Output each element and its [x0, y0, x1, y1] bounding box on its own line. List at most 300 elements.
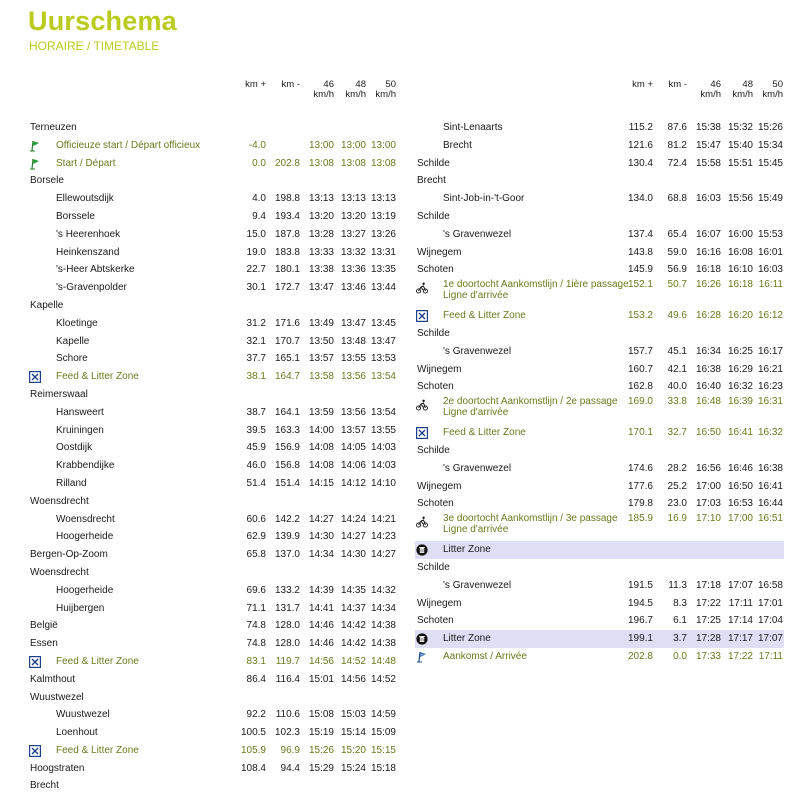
km-minus-value: 142.2 — [274, 513, 300, 525]
t48-value: 17:07 — [727, 579, 753, 591]
km-minus-value: 68.8 — [667, 193, 687, 205]
location-name: 3e doortocht Aankomstlijn / 3e passage Ligne d'arrivée — [443, 513, 618, 535]
timetable-row — [28, 261, 397, 279]
section-row — [28, 493, 397, 511]
t48-value: 16:53 — [727, 498, 753, 510]
location-name: Feed & Litter Zone — [443, 427, 526, 439]
t46-value: 13:58 — [308, 371, 334, 383]
location-name: Feed & Litter Zone — [56, 371, 139, 383]
km-plus-value: 39.5 — [246, 424, 266, 436]
t50-value: 15:45 — [757, 157, 783, 169]
flag-icon — [29, 140, 41, 152]
t48-value: 15:03 — [340, 709, 366, 721]
section-name: Schoten — [417, 615, 454, 627]
km-plus-value: 121.6 — [627, 139, 653, 151]
section-name: Kalmthout — [30, 673, 76, 685]
t50-value: 16:01 — [757, 246, 783, 258]
km-minus-value: 87.6 — [667, 122, 687, 133]
section-row — [415, 478, 784, 496]
km-plus-value: 202.8 — [627, 650, 653, 662]
t50-value: 14:48 — [370, 655, 396, 667]
location-name: Feed & Litter Zone — [443, 310, 526, 322]
speed-46-header: 46 km/h — [700, 79, 721, 100]
km-plus-value: 71.1 — [246, 602, 266, 614]
section-row — [415, 378, 784, 396]
section-row — [415, 155, 784, 173]
section-row — [28, 671, 397, 689]
section-row — [415, 612, 784, 630]
t46-value: 17:33 — [695, 650, 721, 662]
t50-value: 16:03 — [757, 264, 783, 276]
t46-value: 14:39 — [308, 584, 334, 596]
t46-value: 17:18 — [695, 579, 721, 591]
km-minus-value: 172.7 — [274, 282, 300, 294]
km-minus-value: 128.0 — [274, 620, 300, 632]
section-name: Wijnegem — [417, 246, 462, 258]
t48-value: 15:32 — [727, 122, 753, 133]
km-plus-value: 31.2 — [246, 317, 266, 329]
t50-value: 17:01 — [757, 597, 783, 609]
t46-value: 13:08 — [308, 157, 334, 169]
location-name: Kloetinge — [56, 317, 98, 329]
km-minus-value: 6.1 — [673, 615, 687, 627]
t46-value: 16:40 — [695, 381, 721, 393]
t46-value: 17:00 — [695, 480, 721, 492]
km-plus-value: 152.1 — [627, 279, 653, 291]
timetable-row — [415, 226, 784, 244]
km-plus-value: 174.6 — [627, 462, 653, 474]
km-plus-value: 22.7 — [246, 264, 266, 276]
location-name: 's Gravenwezel — [443, 462, 512, 474]
km-minus-value: 45.1 — [667, 345, 687, 357]
location-name: Kapelle — [56, 335, 90, 347]
timetable-row — [415, 343, 784, 361]
t50-value: 13:08 — [370, 157, 396, 169]
t46-value: 13:13 — [308, 193, 334, 205]
section-row — [28, 777, 397, 795]
km-minus-value: 156.8 — [274, 460, 300, 472]
km-minus-value: 16.9 — [667, 513, 687, 525]
section-name: Schilde — [417, 157, 450, 169]
km-plus-value: 179.8 — [627, 498, 653, 510]
t46-value: 16:07 — [695, 228, 721, 240]
km-minus-value: 94.4 — [280, 762, 300, 774]
t46-value: 16:18 — [695, 264, 721, 276]
t46-value: 13:59 — [308, 406, 334, 418]
t46-value: 14:30 — [308, 531, 334, 543]
t50-value: 16:51 — [757, 513, 783, 525]
location-name: Krabbendijke — [56, 460, 115, 472]
t46-value: 14:41 — [308, 602, 334, 614]
section-name: Schilde — [417, 210, 450, 222]
t46-value: 15:19 — [308, 727, 334, 739]
t46-value: 16:48 — [695, 396, 721, 408]
km-minus-header: km - — [281, 79, 300, 90]
km-minus-value: 171.6 — [274, 317, 300, 329]
t48-value: 13:56 — [340, 406, 366, 418]
timetable-row — [28, 742, 397, 760]
km-plus-value: 145.9 — [627, 264, 653, 276]
t48-value: 16:20 — [727, 310, 753, 322]
timetable-row — [415, 424, 784, 442]
section-name: Woensdrecht — [30, 566, 89, 578]
section-row — [28, 297, 397, 315]
km-minus-value: 156.9 — [274, 442, 300, 454]
km-minus-value: 49.6 — [667, 310, 687, 322]
t50-value: 13:53 — [370, 353, 396, 365]
t46-value: 16:26 — [695, 279, 721, 291]
t50-value: 15:09 — [370, 727, 396, 739]
km-plus-value: -4.0 — [248, 139, 266, 151]
location-name: Litter Zone — [443, 544, 491, 556]
litter-bin-icon — [416, 633, 428, 645]
t46-value: 17:25 — [695, 615, 721, 627]
km-minus-header: km - — [668, 79, 687, 90]
t48-value: 17:17 — [727, 633, 753, 645]
feed-zone-icon — [29, 745, 41, 757]
km-plus-value: 157.7 — [627, 345, 653, 357]
km-plus-value: 199.1 — [627, 633, 653, 645]
section-name: Schoten — [417, 381, 454, 393]
t48-value: 17:00 — [727, 513, 753, 525]
km-plus-value: 170.1 — [627, 427, 653, 439]
location-name: Borssele — [56, 210, 95, 222]
km-plus-value: 60.6 — [246, 513, 266, 525]
t50-value: 13:44 — [370, 282, 396, 294]
section-row — [28, 564, 397, 582]
t46-value: 13:33 — [308, 246, 334, 258]
t48-value: 16:41 — [727, 427, 753, 439]
t48-value: 13:46 — [340, 282, 366, 294]
timetable-right-column — [415, 80, 784, 666]
t48-value: 13:47 — [340, 317, 366, 329]
location-name: Hoogerheide — [56, 584, 114, 596]
km-plus-value: 100.5 — [240, 727, 266, 739]
section-row — [415, 495, 784, 513]
km-minus-value: 139.9 — [274, 531, 300, 543]
t48-value: 15:14 — [340, 727, 366, 739]
t48-value: 13:27 — [340, 228, 366, 240]
t48-value: 16:00 — [727, 228, 753, 240]
t48-value: 14:37 — [340, 602, 366, 614]
t50-value: 15:49 — [757, 193, 783, 205]
timetable-row — [415, 577, 784, 595]
t48-value: 13:48 — [340, 335, 366, 347]
t48-value: 16:25 — [727, 345, 753, 357]
location-name: Schore — [56, 353, 88, 365]
km-plus-value: 153.2 — [627, 310, 653, 322]
km-minus-value: 137.0 — [274, 549, 300, 561]
t50-value: 14:52 — [370, 673, 396, 685]
km-minus-value: 198.8 — [274, 193, 300, 205]
location-name: Rilland — [56, 477, 87, 489]
km-plus-value: 83.1 — [246, 655, 266, 667]
section-row — [415, 325, 784, 343]
section-name: Kapelle — [30, 299, 64, 311]
km-minus-value: 96.9 — [280, 744, 300, 756]
location-name: Hoogerheide — [56, 531, 114, 543]
t50-value: 14:59 — [370, 709, 396, 721]
km-minus-value: 133.2 — [274, 584, 300, 596]
t50-value: 13:00 — [370, 139, 396, 151]
page-title: Uurschema — [28, 6, 177, 36]
t46-value: 14:56 — [308, 655, 334, 667]
t46-value: 17:10 — [695, 513, 721, 525]
t50-value: 13:35 — [370, 264, 396, 276]
section-name: Brecht — [417, 175, 446, 187]
timetable-row — [415, 630, 784, 648]
location-name: Sint-Job-in-'t-Goor — [443, 193, 525, 205]
km-plus-value: 38.7 — [246, 406, 266, 418]
km-plus-value: 4.0 — [252, 193, 266, 205]
km-minus-value: 0.0 — [673, 650, 687, 662]
timetable-row — [28, 333, 397, 351]
timetable-row — [415, 307, 784, 325]
km-plus-value: 74.8 — [246, 638, 266, 650]
t50-value: 16:31 — [757, 396, 783, 408]
feed-zone-icon — [29, 371, 41, 383]
timetable-left-column — [28, 80, 397, 795]
timetable-row — [28, 439, 397, 457]
km-minus-value: 151.4 — [274, 477, 300, 489]
speed-50-header: 50 km/h — [762, 79, 783, 100]
section-name: Wijnegem — [417, 480, 462, 492]
km-minus-value: 40.0 — [667, 381, 687, 393]
t50-value: 16:44 — [757, 498, 783, 510]
km-plus-value: 62.9 — [246, 531, 266, 543]
t50-value: 14:34 — [370, 602, 396, 614]
speed-50-header: 50 km/h — [375, 79, 396, 100]
t48-value: 16:39 — [727, 396, 753, 408]
location-name: 's-Gravenpolder — [56, 282, 127, 294]
timetable-row — [415, 279, 784, 307]
t48-value: 14:24 — [340, 513, 366, 525]
location-name: Kruiningen — [56, 424, 104, 436]
t46-value: 17:03 — [695, 498, 721, 510]
km-plus-value: 15.0 — [246, 228, 266, 240]
t48-value: 15:40 — [727, 139, 753, 151]
t50-value: 14:10 — [370, 477, 396, 489]
km-plus-value: 37.7 — [246, 353, 266, 365]
km-minus-value: 164.7 — [274, 371, 300, 383]
km-minus-value: 183.8 — [274, 246, 300, 258]
location-name: 's Heerenhoek — [56, 228, 121, 240]
speed-48-header: 48 km/h — [345, 79, 366, 100]
t50-value: 14:38 — [370, 620, 396, 632]
km-plus-value: 143.8 — [627, 246, 653, 258]
location-name: Start / Départ — [56, 157, 116, 169]
section-name: Wijnegem — [417, 597, 462, 609]
t46-value: 13:00 — [308, 139, 334, 151]
location-name: Wuustwezel — [56, 709, 110, 721]
t50-value: 15:34 — [757, 139, 783, 151]
location-name: Ellewoutsdijk — [56, 193, 114, 205]
timetable-row — [28, 315, 397, 333]
km-plus-value: 92.2 — [246, 709, 266, 721]
t46-value: 16:50 — [695, 427, 721, 439]
section-row — [415, 442, 784, 460]
speed-48-header: 48 km/h — [732, 79, 753, 100]
km-plus-value: 30.1 — [246, 282, 266, 294]
t48-value: 13:36 — [340, 264, 366, 276]
t50-value: 13:19 — [370, 210, 396, 222]
location-name: 's Gravenwezel — [443, 579, 512, 591]
feed-zone-icon — [29, 656, 41, 668]
t46-value: 16:16 — [695, 246, 721, 258]
km-plus-value: 46.0 — [246, 460, 266, 472]
section-name: Brecht — [30, 780, 59, 792]
t46-value: 15:08 — [308, 709, 334, 721]
t46-value: 16:38 — [695, 363, 721, 375]
t50-value: 14:38 — [370, 638, 396, 650]
t50-value: 15:18 — [370, 762, 396, 774]
km-minus-value: 65.4 — [667, 228, 687, 240]
section-row — [28, 386, 397, 404]
t48-value: 14:42 — [340, 620, 366, 632]
section-row — [28, 760, 397, 778]
location-name: 1e doortocht Aankomstlijn / 1ière passage Ligne d'arrivée — [443, 279, 629, 301]
t46-value: 17:28 — [695, 633, 721, 645]
t48-value: 13:32 — [340, 246, 366, 258]
t50-value: 16:17 — [757, 345, 783, 357]
t46-value: 16:28 — [695, 310, 721, 322]
t50-value: 13:31 — [370, 246, 396, 258]
t46-value: 13:38 — [308, 264, 334, 276]
feed-zone-icon — [416, 427, 428, 439]
t48-value: 16:10 — [727, 264, 753, 276]
timetable-row — [415, 541, 784, 559]
t50-value: 13:45 — [370, 317, 396, 329]
km-minus-value: 56.9 — [667, 264, 687, 276]
t48-value: 14:30 — [340, 549, 366, 561]
t48-value: 15:51 — [727, 157, 753, 169]
t50-value: 17:07 — [757, 633, 783, 645]
km-plus-header: km + — [632, 79, 653, 90]
km-plus-value: 194.5 — [627, 597, 653, 609]
t48-value: 13:56 — [340, 371, 366, 383]
timetable-row — [28, 475, 397, 493]
t50-value: 13:54 — [370, 371, 396, 383]
km-plus-value: 191.5 — [627, 579, 653, 591]
location-name: Huijbergen — [56, 602, 105, 614]
location-name: Loenhout — [56, 727, 98, 739]
location-name: Woensdrecht — [56, 513, 115, 525]
t46-value: 16:56 — [695, 462, 721, 474]
section-name: België — [30, 620, 58, 632]
t46-value: 13:57 — [308, 353, 334, 365]
t48-value: 13:20 — [340, 210, 366, 222]
t50-value: 17:04 — [757, 615, 783, 627]
section-name: Woensdrecht — [30, 495, 89, 507]
page-subtitle: HORAIRE / TIMETABLE — [29, 39, 160, 53]
timetable-row — [28, 137, 397, 155]
section-row — [28, 119, 397, 137]
t48-value: 14:35 — [340, 584, 366, 596]
t48-value: 13:13 — [340, 193, 366, 205]
location-name: Officieuze start / Départ officieux — [56, 139, 201, 151]
km-minus-value: 23.0 — [667, 498, 687, 510]
timetable-row — [28, 582, 397, 600]
km-minus-value: 110.6 — [275, 709, 300, 721]
timetable-row — [415, 119, 784, 137]
t48-value: 13:00 — [340, 139, 366, 151]
t48-value: 16:18 — [727, 279, 753, 291]
km-plus-value: 130.4 — [627, 157, 653, 169]
left-column-headers — [28, 80, 397, 104]
t50-value: 13:54 — [370, 406, 396, 418]
timetable-row — [28, 155, 397, 173]
t48-value: 16:08 — [727, 246, 753, 258]
t48-value: 13:55 — [340, 353, 366, 365]
timetable-row — [28, 422, 397, 440]
t48-value: 16:50 — [727, 480, 753, 492]
km-plus-value: 38.1 — [246, 371, 266, 383]
t50-value: 17:11 — [758, 650, 783, 662]
section-name: Essen — [30, 638, 58, 650]
timetable-row — [28, 724, 397, 742]
km-plus-value: 105.9 — [240, 744, 266, 756]
section-name: Wijnegem — [417, 363, 462, 375]
section-row — [28, 635, 397, 653]
t50-value: 16:58 — [757, 579, 783, 591]
timetable-row — [28, 653, 397, 671]
t48-value: 14:56 — [340, 673, 366, 685]
t50-value: 15:26 — [757, 122, 783, 133]
timetable-row — [28, 404, 397, 422]
section-row — [415, 208, 784, 226]
t48-value: 13:57 — [340, 424, 366, 436]
speed-46-header: 46 km/h — [313, 79, 334, 100]
timetable-row — [415, 648, 784, 666]
t46-value: 14:46 — [308, 638, 334, 650]
km-plus-value: 86.4 — [246, 673, 266, 685]
t50-value: 14:03 — [370, 442, 396, 454]
section-name: Schilde — [417, 444, 450, 456]
section-name: Schoten — [417, 498, 454, 510]
location-name: Sint-Lenaarts — [443, 122, 503, 133]
km-minus-value: 81.2 — [667, 139, 687, 151]
location-name: Brecht — [443, 139, 472, 151]
location-name: Litter Zone — [443, 633, 491, 645]
t48-value: 15:56 — [727, 193, 753, 205]
timetable-row — [28, 368, 397, 386]
t48-value: 14:05 — [340, 442, 366, 454]
t50-value: 16:11 — [758, 279, 783, 291]
km-minus-value: 119.7 — [275, 655, 300, 667]
km-minus-value: 164.1 — [274, 406, 300, 418]
km-plus-value: 51.4 — [246, 477, 266, 489]
t48-value: 17:14 — [727, 615, 753, 627]
section-name: Schilde — [417, 561, 450, 573]
timetable-row — [28, 511, 397, 529]
timetable-row — [28, 706, 397, 724]
km-plus-value: 134.0 — [627, 193, 653, 205]
t48-value: 17:22 — [727, 650, 753, 662]
t48-value: 14:06 — [340, 460, 366, 472]
km-minus-value: 102.3 — [274, 727, 300, 739]
t50-value: 16:38 — [757, 462, 783, 474]
t46-value: 14:15 — [308, 477, 334, 489]
location-name: Hansweert — [56, 406, 104, 418]
t46-value: 13:50 — [308, 335, 334, 347]
t46-value: 15:47 — [695, 139, 721, 151]
km-plus-value: 177.6 — [627, 480, 653, 492]
section-row — [28, 546, 397, 564]
cyclist-icon — [416, 516, 428, 528]
timetable-row — [415, 137, 784, 155]
timetable-row — [415, 460, 784, 478]
section-name: Schilde — [417, 327, 450, 339]
